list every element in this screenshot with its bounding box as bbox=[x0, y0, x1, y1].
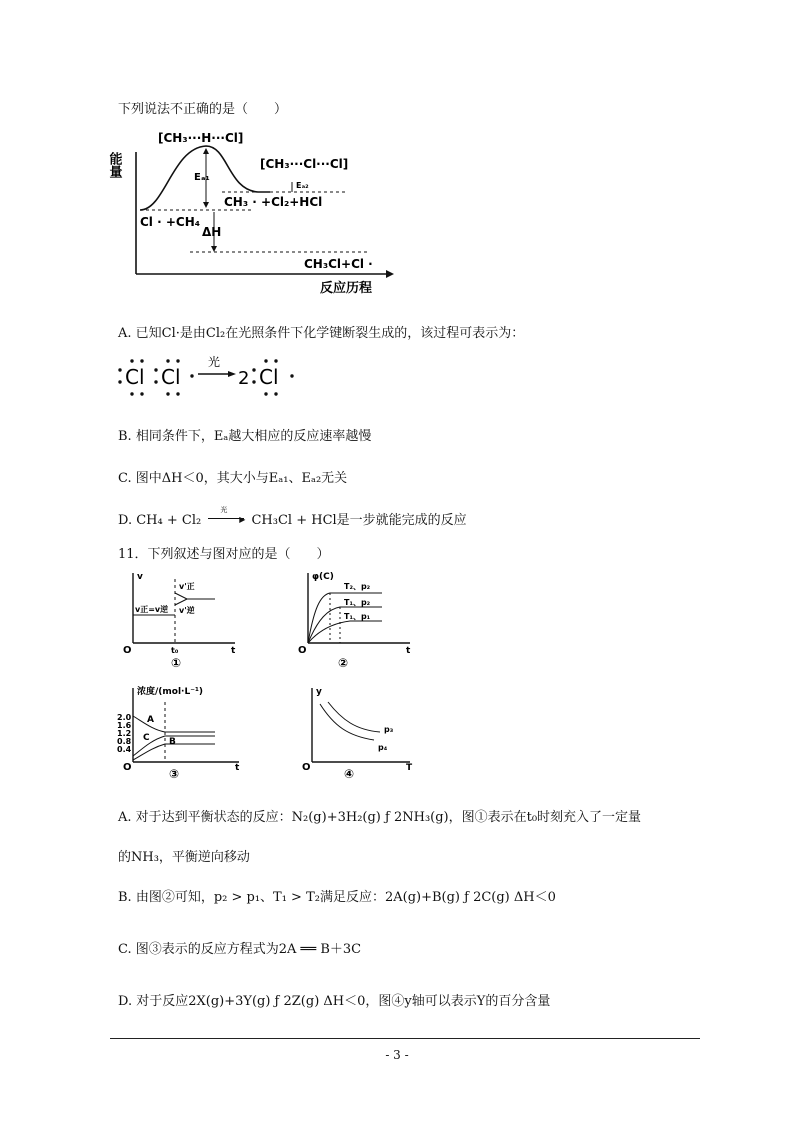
graph-4 bbox=[294, 680, 424, 780]
energy-axis-y-label: 能量 bbox=[106, 152, 122, 178]
graph-2 bbox=[290, 565, 420, 673]
graph-1-x-label: t bbox=[231, 646, 236, 656]
energy-axis-x-arrow bbox=[386, 270, 394, 278]
graph-1-t0-label: t₀ bbox=[171, 646, 179, 655]
lewis-cl-right: Cl bbox=[161, 365, 181, 389]
graph-3 bbox=[115, 680, 255, 780]
graph-3-number: ③ bbox=[169, 767, 180, 781]
q10-option-d bbox=[118, 506, 467, 528]
q10-option-d-arrow-label: 光 bbox=[220, 506, 228, 514]
q10-option-c: C. 图中ΔH＜0，其大小与Eₐ₁、Eₐ₂无关 bbox=[118, 471, 348, 486]
q10-option-a bbox=[118, 322, 524, 341]
graph-3-curve-c-label: C bbox=[143, 733, 150, 743]
graph-3-curve-b-label: B bbox=[169, 737, 176, 747]
lewis-cl-product: Cl bbox=[259, 365, 279, 389]
graph-4-x-label: T bbox=[406, 763, 413, 773]
graph-3-tick-1-2: 1.2 bbox=[117, 729, 132, 738]
cl2-lewis-diagram bbox=[112, 352, 312, 402]
q11-option-d: D. 对于反应2X(g)+3Y(g) ƒ 2Z(g) ΔH＜0，图④y轴可以表示Y的百分含量 bbox=[118, 994, 551, 1009]
graph-3-tick-0-8: 0.8 bbox=[117, 737, 132, 746]
footer-rule bbox=[110, 1038, 700, 1039]
q10-option-b: B. 相同条件下，Eₐ越大相应的反应速率越慢 bbox=[118, 429, 372, 444]
ts1-label: [CH₃···H···Cl] bbox=[158, 131, 244, 145]
graph-1 bbox=[115, 565, 245, 673]
graph-3-tick-0-4: 0.4 bbox=[117, 745, 132, 754]
graph-3-curve-a-label: A bbox=[147, 715, 154, 725]
graph-2-y-label: φ(C) bbox=[312, 572, 334, 582]
intermediate-label: CH₃ · +Cl₂+HCl bbox=[224, 195, 323, 209]
q11-option-b: B. 由图②可知，p₂ > p₁、T₁ > T₂满足反应：2A(g)+B(g) ƒ 2C(g) ΔH＜0 bbox=[118, 890, 556, 905]
graph-3-origin: O bbox=[123, 762, 132, 773]
reactants-label: Cl · +CH₄ bbox=[140, 215, 200, 229]
q10-option-d-arrow: 光 ▶ bbox=[208, 514, 244, 524]
ts2-label: [CH₃···Cl···Cl] bbox=[260, 157, 349, 171]
q11-option-a-line2: 的NH₃，平衡逆向移动 bbox=[118, 850, 250, 865]
q10-option-d-prefix: D. CH₄ + Cl₂ bbox=[118, 513, 202, 528]
graph-2-curve-3-label: T₁、p₁ bbox=[344, 612, 371, 621]
q10-option-d-suffix: CH₃Cl + HCl是一步就能完成的反应 bbox=[251, 513, 467, 528]
graph-3-tick-2-0: 2.0 bbox=[117, 713, 132, 722]
q10-option-a-text: 已知Cl·是由Cl₂在光照条件下化学键断裂生成的，该过程可表示为： bbox=[135, 326, 525, 341]
graph-4-p4-label: p₄ bbox=[378, 743, 388, 752]
graph-4-number: ④ bbox=[344, 767, 355, 781]
q11-option-c: C. 图③表示的反应方程式为2A ══ B＋3C bbox=[118, 942, 362, 957]
graph-1-equal-label: v正=v逆 bbox=[135, 605, 169, 614]
graph-2-number: ② bbox=[338, 656, 349, 670]
graph-3-y-label: 浓度/(mol·L⁻¹) bbox=[137, 687, 204, 697]
energy-axis-x-label: 反应历程 bbox=[320, 281, 373, 296]
delta-h-label: ΔH bbox=[202, 225, 222, 239]
question-10-stem: 下列说法不正确的是（ ） bbox=[118, 102, 288, 117]
lewis-light-label: 光 bbox=[208, 355, 221, 369]
graph-2-origin: O bbox=[298, 645, 307, 656]
graph-2-x-label: t bbox=[406, 646, 411, 656]
graph-1-vp-label: v'正 bbox=[179, 582, 195, 591]
graph-2-curve-2-label: T₁、p₂ bbox=[344, 598, 371, 607]
graph-1-number: ① bbox=[171, 656, 182, 670]
ea2-label: Eₐ₂ bbox=[296, 181, 309, 190]
q11-option-a-line1: A. 对于达到平衡状态的反应：N₂(g)+3H₂(g) ƒ 2NH₃(g)，图①表示在t₀时刻充入了一定量 bbox=[118, 810, 642, 825]
graph-2-curve-1-label: T₂、p₂ bbox=[344, 582, 371, 591]
graph-4-origin: O bbox=[302, 762, 311, 773]
ea1-label: Eₐ₁ bbox=[194, 172, 210, 183]
graph-1-origin: O bbox=[123, 645, 132, 656]
q10-option-a-label: A. bbox=[118, 326, 132, 341]
question-11-stem: 11．下列叙述与图对应的是（ ） bbox=[118, 547, 330, 562]
lewis-cl-left: Cl bbox=[125, 365, 145, 389]
lewis-coefficient: 2 bbox=[238, 368, 250, 389]
graph-4-p3-label: p₃ bbox=[384, 725, 394, 734]
graph-1-y-label: v bbox=[137, 572, 143, 582]
graph-3-tick-1-6: 1.6 bbox=[117, 721, 132, 730]
page-number: - 3 - bbox=[385, 1048, 409, 1062]
products-label: CH₃Cl+Cl · bbox=[304, 257, 373, 271]
graph-1-vn-label: v'逆 bbox=[179, 606, 195, 615]
energy-profile-diagram bbox=[106, 124, 400, 304]
graph-4-y-label: y bbox=[316, 687, 322, 697]
graph-3-x-label: t bbox=[235, 763, 240, 773]
